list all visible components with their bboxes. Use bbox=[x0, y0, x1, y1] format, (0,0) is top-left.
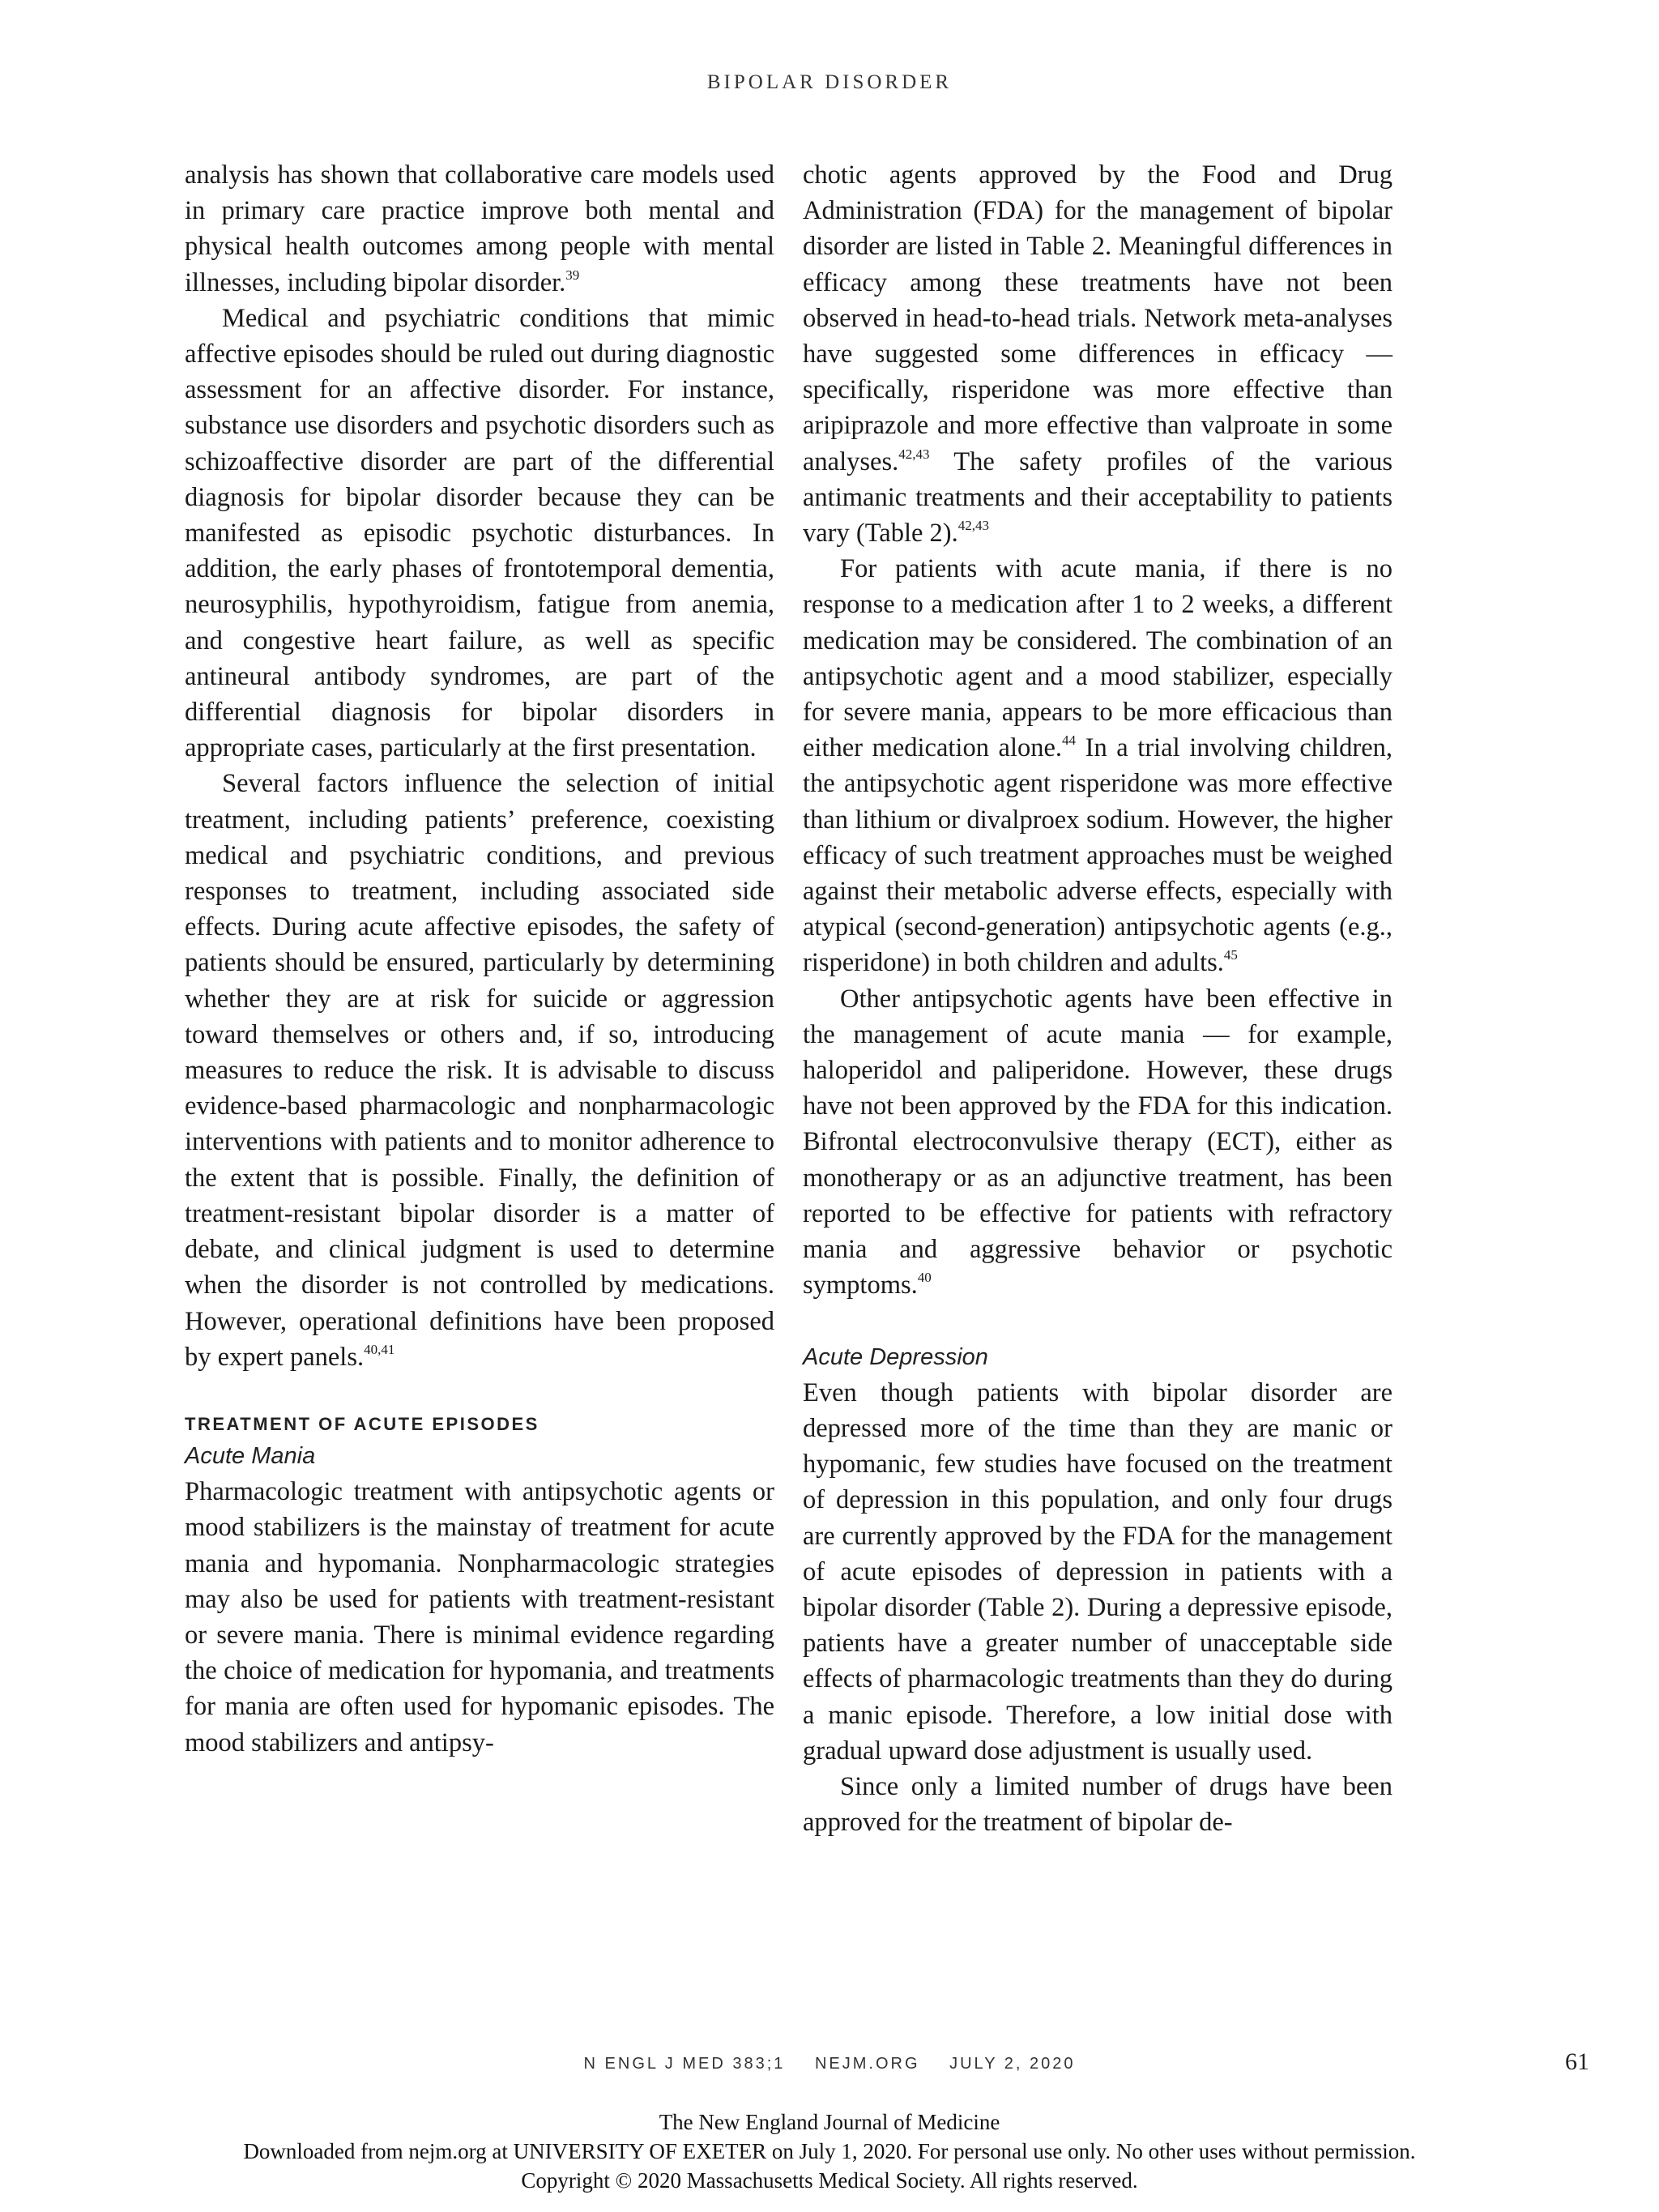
paragraph: Even though patients with bipolar disorder are depressed more of the time than they are manic or hypomanic, few studies have focused on the treatment of depression in this population, and only four drugs are currently approved by the FDA for the management of acute episodes of depression in patients with a bipolar disorder (Table 2). During a depressive episode, patients have a greater number of unacceptable side effects of pharmacologic treatments than they do during a manic episode. Therefore, a low initial dose with gradual upward dose adjustment is usually used. bbox=[803, 1377, 1392, 1766]
journal-citation: N ENGL J MED 383;1 bbox=[583, 2055, 786, 2073]
reference-superscript[interactable]: 45 bbox=[1223, 947, 1238, 963]
paragraph-text: analysis has shown that collaborative care models used in primary care practice improve both mental and physical health outcomes among people with mental illnesses, including bipolar disorder. bbox=[185, 160, 774, 297]
reference-superscript[interactable]: 44 bbox=[1062, 732, 1077, 749]
right-column bbox=[803, 157, 1392, 1840]
issue-date: JULY 2, 2020 bbox=[949, 2055, 1076, 2073]
running-head: BIPOLAR DISORDER bbox=[706, 71, 953, 93]
paragraph bbox=[803, 551, 1392, 980]
paragraph-text: Other antipsychotic agents have been effective in the management of acute mania — for example, haloperidol and paliperidone. However, these drugs have not been approved by the FDA for this indication. Bifrontal electroconvulsive therapy (ECT), either as monotherapy or as an adjunctive treatment, has been reported to be effective for patients with refractory mania and aggressive behavior or psychotic symptoms. bbox=[803, 984, 1392, 1300]
paragraph bbox=[803, 157, 1392, 551]
section-heading: TREATMENT OF ACUTE EPISODES bbox=[185, 1413, 539, 1434]
paragraph-text: chotic agents approved by the Food and Drug Administration (FDA) for the management of bipolar disorder are listed in Table 2. Meaningful differences in efficacy among these treatments have not been observed in head-to-head trials. Network meta-analyses have suggested some differences in efficacy — specifically, risperidone was more effective than aripiprazole and more effective than valproate in some analyses. bbox=[803, 160, 1392, 476]
copyright-notice: Copyright © 2020 Massachusetts Medical Society. All rights reserved. bbox=[521, 2168, 1138, 2193]
paragraph-text: In a trial involving children, the antipsychotic agent risperidone was more effective than lithium or divalproex sodium. However, the higher efficacy of such treatment approaches must be weighed against their metabolic adverse effects, especially with atypical (second-generation) antipsychotic agents (e.g., risperidone) in both children and adults. bbox=[803, 733, 1392, 978]
paragraph bbox=[803, 981, 1392, 1304]
paragraph-text: For patients with acute mania, if there is no response to a medication after 1 to 2 weeks, a different medication may be considered. The combination of an antipsychotic agent and a mood stabilizer, especially for severe mania, appears to be more efficacious than either medication alone. bbox=[803, 554, 1392, 763]
journal-website[interactable]: NEJM.ORG bbox=[814, 2055, 920, 2073]
journal-footer bbox=[0, 2055, 1659, 2073]
paragraph-text: The safety profiles of the various antimanic treatments and their acceptability to patients vary (Table 2). bbox=[803, 446, 1392, 549]
subheading: Acute Mania bbox=[185, 1442, 316, 1469]
paragraph: Pharmacologic treatment with antipsychotic agents or mood stabilizers is the mainstay of treatment for acute mania and hypomania. Nonpharmacologic strategies may also be used for patients with treatment-resistant or severe mania. There is minimal evidence regarding the choice of medication for hypomania, and treatments for mania are often used for hypomanic episodes. The mood stabilizers and antipsy- bbox=[185, 1477, 774, 1757]
paragraph bbox=[185, 766, 774, 1374]
reference-superscript[interactable]: 42,43 bbox=[957, 518, 989, 534]
paragraph-text: Several factors influence the selection of initial treatment, including patients’ preference, coexisting medical and psychiatric conditions, and previous responses to treatment, including associated side effects. During acute affective episodes, the safety of patients should be ensured, particularly by determining whether they are at risk for suicide or aggression toward themselves or others and, if so, introducing measures to reduce the risk. It is advisable to discuss evidence-based pharmacologic and nonpharmacologic interventions with patients and to monitor adherence to the extent that is possible. Finally, the definition of treatment-resistant bipolar disorder is a matter of debate, and clinical judgment is used to determine when the disorder is not controlled by medications. However, operational definitions have been proposed by expert panels. bbox=[185, 769, 774, 1372]
subheading: Acute Depression bbox=[803, 1343, 988, 1370]
download-notice: Downloaded from nejm.org at UNIVERSITY OF EXETER on July 1, 2020. For personal use only. No other uses without permission. bbox=[243, 2139, 1416, 2163]
reference-superscript[interactable]: 39 bbox=[565, 267, 580, 283]
paragraph: Medical and psychiatric conditions that mimic affective episodes should be ruled out during diagnostic assessment for an affective disorder. For instance, substance use disorders and psychotic disorders such as schizoaffective disorder are part of the differential diagnosis for bipolar disorder because they can be manifested as episodic psychotic disturbances. In addition, the early phases of frontotemporal dementia, neurosyphilis, hypothyroidism, fatigue from anemia, and congestive heart failure, as well as specific antineural antibody syndromes, are part of the differential diagnosis for bipolar disorders in appropriate cases, particularly at the first presentation. bbox=[185, 303, 774, 763]
paragraph bbox=[185, 157, 774, 301]
left-column bbox=[185, 157, 774, 1761]
paragraph: Since only a limited number of drugs have been approved for the treatment of bipolar de- bbox=[803, 1771, 1392, 1838]
reference-superscript[interactable]: 40,41 bbox=[364, 1341, 395, 1357]
reference-superscript[interactable]: 40 bbox=[917, 1270, 932, 1286]
reference-superscript[interactable]: 42,43 bbox=[898, 446, 930, 462]
page-number: 61 bbox=[1565, 2048, 1589, 2075]
journal-name: The New England Journal of Medicine bbox=[659, 2110, 1000, 2134]
